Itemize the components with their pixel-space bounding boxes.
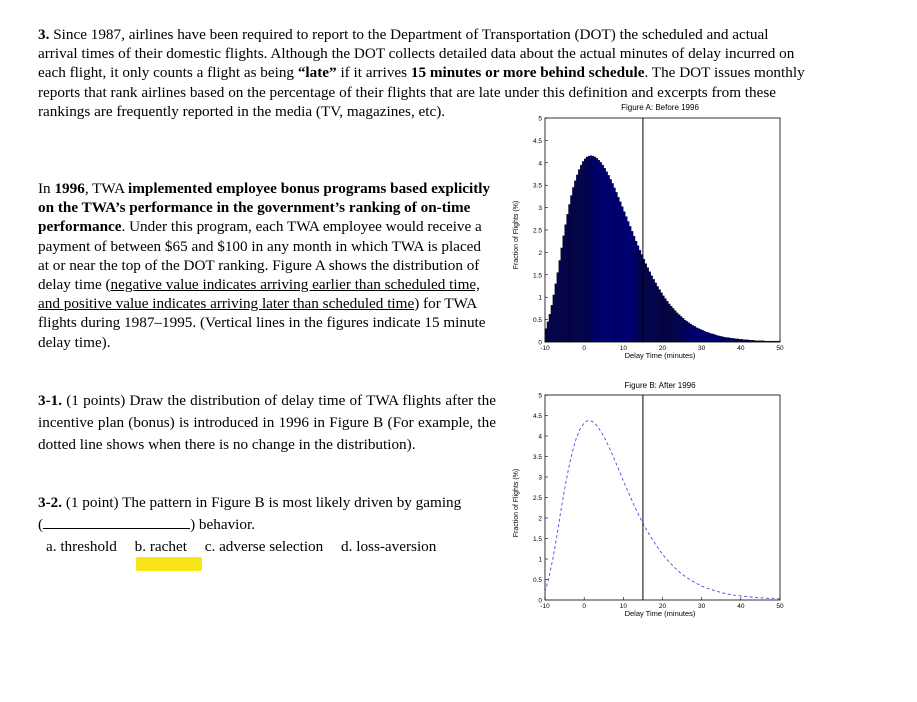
context-text-d: ) for TWA flights during 1987–1995. (Vertical lines in the figures indicate 15 minute delay time). xyxy=(38,295,486,351)
figure-a-bar xyxy=(739,339,741,342)
figure-a-bar xyxy=(753,340,755,342)
figure-a-bar xyxy=(594,157,596,342)
figure-b-ytick-label: 3.5 xyxy=(532,454,542,461)
figure-a-bar xyxy=(592,156,594,342)
intro-late: “late” xyxy=(297,64,337,82)
figure-a-bar xyxy=(623,212,625,342)
answer-choices xyxy=(46,537,436,557)
figure-a-bar xyxy=(635,241,637,342)
figure-b-ylabel: Fraction of Flights (%) xyxy=(513,468,520,538)
figure-a-bar xyxy=(711,334,713,342)
figure-a-bar xyxy=(655,283,657,342)
figure-a-bar xyxy=(733,338,735,342)
context-text-a: In xyxy=(38,180,55,197)
figure-a-bar xyxy=(574,181,576,342)
context-year: 1996 xyxy=(54,180,85,197)
figure-a-bar xyxy=(688,323,690,342)
figure-a-xtick-label: -10 xyxy=(540,345,550,352)
figure-a-bar xyxy=(649,272,651,342)
figure-b-title: Figure B: After 1996 xyxy=(624,381,696,390)
figure-a-bar xyxy=(729,338,731,342)
figure-a-ylabel: Fraction of Flights (%) xyxy=(513,200,520,270)
figure-b-ytick-label: 2.5 xyxy=(532,495,542,502)
figure-a-bar xyxy=(764,341,766,342)
figure-b-xtick-label: -10 xyxy=(540,603,550,610)
figure-a-bar xyxy=(747,340,749,342)
figure-a-bar xyxy=(725,338,727,342)
figure-a-bar xyxy=(743,340,745,342)
intro-text-a: Since 1987, airlines have been required to report to the Department of Transportation (DOT) the scheduled and actual arrival times of their domestic flights. Although the DOT collects detailed data about the actual minutes of delay incurred on each flight, it only counts a flight as being xyxy=(38,26,795,82)
figure-a-bar xyxy=(565,225,567,342)
context-bold: implemented employee bonus programs based explicitly on the TWA’s performance in the government’s ranking of on-time performance xyxy=(38,180,491,236)
figure-a-ytick-label: 4.5 xyxy=(532,137,542,145)
figure-a-bar xyxy=(770,341,772,342)
figure-a-bar xyxy=(547,322,549,342)
figure-b-ytick-label: 4 xyxy=(538,433,542,441)
figure-a-bar xyxy=(715,335,717,342)
figure-b-xtick-label: 10 xyxy=(619,603,627,610)
figure-a-ytick-label: 2.5 xyxy=(532,227,542,235)
figure-a-ytick-label: 1 xyxy=(538,294,542,302)
figure-a-bar xyxy=(608,175,610,342)
figure-a-bar xyxy=(704,331,706,342)
figure-a-bar xyxy=(672,308,674,342)
figure-a-bar xyxy=(553,295,555,342)
figure-a-bar xyxy=(661,293,663,342)
figure-a-bar xyxy=(555,284,557,342)
figure-a-bar xyxy=(751,340,753,342)
figure-b-ytick-label: 5 xyxy=(538,392,542,400)
figure-a-bar xyxy=(567,214,569,342)
figure-a-bar xyxy=(647,268,649,342)
figure-a-bar xyxy=(719,336,721,342)
figure-a-bar xyxy=(614,188,616,342)
figure-b-ytick-label: 1.5 xyxy=(532,536,542,543)
figure-a-bar xyxy=(563,236,565,342)
figure-b-ytick-label: 0.5 xyxy=(532,577,542,584)
figure-a-xtick-label: 40 xyxy=(737,345,745,352)
figure-b-xtick-label: 50 xyxy=(776,603,784,610)
figure-a-bar xyxy=(762,341,764,342)
choice-d[interactable]: d. loss-aversion xyxy=(341,538,437,555)
figure-b-ytick-label: 3 xyxy=(538,474,542,482)
context-text-c: . Under this program, each TWA employee would receive a payment of between $65 and $100 in any month in which TWA is placed at or near the top of the DOT ranking. Figure A shows the distribution of delay time ( xyxy=(38,218,482,294)
figure-a-bar xyxy=(569,204,571,342)
figure-a-bar xyxy=(651,276,653,342)
figure-a-bar xyxy=(600,162,602,342)
figure-a-bar xyxy=(768,341,770,342)
figure-a-bar xyxy=(584,159,586,342)
question-3-1-label: 3-1. xyxy=(38,392,63,409)
figure-a-bar xyxy=(617,197,619,342)
figure-a-bar xyxy=(682,318,684,342)
figure-a-title: Figure A: Before 1996 xyxy=(621,103,699,112)
choice-a[interactable]: a. threshold xyxy=(46,538,117,555)
figure-b-ytick-label: 1 xyxy=(538,556,542,564)
figure-a-bar xyxy=(619,202,621,342)
figure-a-bar xyxy=(625,217,627,342)
figure-a-bar xyxy=(731,338,733,342)
figure-a-bar xyxy=(670,306,672,342)
figure-a-ytick-label: 3.5 xyxy=(532,182,542,190)
figure-a-bar xyxy=(557,273,559,342)
figure-b-xtick-label: 40 xyxy=(737,603,745,610)
figure-a-bar xyxy=(774,341,776,342)
figure-a-bar xyxy=(721,337,723,342)
figure-a-bar xyxy=(596,158,598,342)
figure-a-ytick-label: 1.5 xyxy=(532,272,542,280)
highlight-mark xyxy=(136,557,202,571)
question-3-2-text: (1 point) The pattern in Figure B is most likely driven by gaming xyxy=(62,494,462,511)
figure-a-xlabel: Delay Time (minutes) xyxy=(624,351,696,360)
figure-a-bar xyxy=(657,286,659,342)
figure-b-xtick-label: 30 xyxy=(698,603,706,610)
figure-a-bar xyxy=(698,329,700,342)
figure-a-bar xyxy=(755,341,757,342)
figure-a-bar xyxy=(549,314,551,342)
figure-a-bar xyxy=(760,341,762,342)
figure-a-xtick-label: 20 xyxy=(658,345,667,352)
figure-a-bar xyxy=(586,157,588,342)
figure-a-bar xyxy=(559,260,561,342)
figure-a-bar xyxy=(692,325,694,342)
figure-a-bar xyxy=(606,172,608,342)
figure-a-bar xyxy=(668,304,670,342)
figure-a-bar xyxy=(612,183,614,342)
figure-a-bar xyxy=(627,221,629,342)
figure-a-ytick-label: 0 xyxy=(538,339,542,347)
figure-a-bar xyxy=(616,192,618,342)
figure-a-bar xyxy=(741,339,743,342)
figure-a-bar xyxy=(727,338,729,342)
figure-a-bar xyxy=(588,156,590,342)
figure-a-bar xyxy=(590,156,592,342)
figure-a-bar xyxy=(602,165,604,342)
question-3-1-text: (1 points) Draw the distribution of delay time of TWA flights after the incentive plan (bonus) is introduced in 1996 in Figure B (For example, the dotted line shows when there is no change in the distribution). xyxy=(38,392,496,453)
figure-a-bar xyxy=(757,341,759,342)
figure-b-xlabel: Delay Time (minutes) xyxy=(624,609,696,618)
figure-a-bar xyxy=(680,316,682,342)
figure-a-xtick-label: 50 xyxy=(776,345,784,352)
figure-b-xtick-label: 0 xyxy=(582,603,586,610)
figure-a-bar xyxy=(717,336,719,342)
figure-a-bar xyxy=(684,320,686,342)
figure-a-bar xyxy=(723,337,725,342)
figure-a-bar xyxy=(737,339,739,342)
figure-a-ytick-label: 3 xyxy=(538,205,542,213)
figure-a-bar xyxy=(582,161,584,342)
figure-a-bar xyxy=(621,207,623,342)
figure-a-chart xyxy=(505,100,785,362)
question-3-1 xyxy=(38,390,496,456)
figure-a-bar xyxy=(598,160,600,342)
figure-b-xtick-label: 20 xyxy=(658,603,667,610)
figure-a-xtick-label: 10 xyxy=(619,345,627,352)
question-3-2-label: 3-2. xyxy=(38,494,63,511)
figure-a-bar xyxy=(674,311,676,342)
figure-a-xtick-label: 30 xyxy=(698,345,706,352)
figure-a-bar xyxy=(676,313,678,342)
figure-a-bar xyxy=(700,329,702,342)
figure-a-bar xyxy=(604,168,606,342)
figure-a-bar xyxy=(633,236,635,342)
figure-a-bar xyxy=(696,328,698,342)
intro-text-b: if it arrives xyxy=(336,64,411,82)
answer-behavior-text: ) behavior. xyxy=(190,516,256,533)
figure-a-bar xyxy=(545,329,547,342)
figure-a-bar xyxy=(645,264,647,342)
figure-a-bar xyxy=(776,341,778,342)
figure-a-xtick-label: 0 xyxy=(582,345,586,352)
intro-bold: 15 minutes or more behind schedule xyxy=(410,64,645,82)
figure-a-bar xyxy=(570,196,572,342)
figure-a-bar xyxy=(664,299,666,342)
figure-a-bar xyxy=(708,333,710,342)
figure-a-bar xyxy=(772,341,774,342)
figure-b-ytick-label: 0 xyxy=(538,597,542,605)
figure-a-bar xyxy=(629,226,631,342)
figure-a-bar xyxy=(706,332,708,342)
answer-open-paren: ( xyxy=(38,516,44,533)
figure-a-bar xyxy=(710,333,712,342)
choice-c[interactable]: c. adverse selection xyxy=(204,538,324,555)
figure-a-ytick-label: 5 xyxy=(538,115,542,123)
figure-a-bar xyxy=(653,279,655,342)
figure-b-ytick-label: 4.5 xyxy=(532,413,542,420)
figure-a-bar xyxy=(749,340,751,342)
figure-a-bar xyxy=(561,248,563,342)
figure-a-bar xyxy=(694,326,696,342)
figure-a-bar xyxy=(580,165,582,342)
figure-a-bar xyxy=(778,341,780,342)
figure-a-bar xyxy=(758,341,760,342)
figure-a-bar xyxy=(686,321,688,342)
figure-a-bar xyxy=(637,246,639,342)
figure-a-bar xyxy=(659,290,661,342)
figure-a-bar xyxy=(578,170,580,342)
figure-a-bar xyxy=(639,250,641,342)
figure-a-ytick-label: 4 xyxy=(538,160,542,168)
figure-a-bar xyxy=(702,330,704,342)
figure-a-bar xyxy=(610,179,612,342)
figure-a-bar xyxy=(713,334,715,342)
choice-b[interactable]: b. rachet xyxy=(134,538,187,555)
answer-blank[interactable] xyxy=(43,515,190,529)
figure-a-ytick-label: 2 xyxy=(538,249,542,257)
context-text-b: , TWA xyxy=(84,180,129,197)
figure-a-bar xyxy=(735,339,737,342)
figure-a-bar xyxy=(678,315,680,342)
problem-context xyxy=(38,179,493,352)
figure-b-ytick-label: 2 xyxy=(538,515,542,523)
figure-b-chart xyxy=(505,378,785,620)
figure-a-bar xyxy=(576,175,578,342)
figure-a-bar xyxy=(690,324,692,342)
intro-text-c: . The DOT issues monthly reports that rank airlines based on the percentage of their flights that are late under this definition and excerpts from these rankings are frequently reported in the media (TV, magazines, etc). xyxy=(38,64,805,120)
figure-a-bar xyxy=(745,340,747,342)
figure-a-bar xyxy=(666,301,668,342)
figure-a-bar xyxy=(631,231,633,342)
figure-a-bar xyxy=(572,187,574,342)
figure-b-frame xyxy=(545,395,780,600)
figure-a-bar xyxy=(663,296,665,342)
figure-a-bar xyxy=(551,305,553,342)
figure-a-bar xyxy=(766,341,768,342)
context-underline: negative value indicates arriving earlier than scheduled time, and positive value indicates arriving later than scheduled time xyxy=(38,276,480,313)
figure-a-ytick-label: 0.5 xyxy=(532,317,542,325)
problem-number: 3. xyxy=(38,26,50,43)
question-3-2 xyxy=(38,492,498,536)
